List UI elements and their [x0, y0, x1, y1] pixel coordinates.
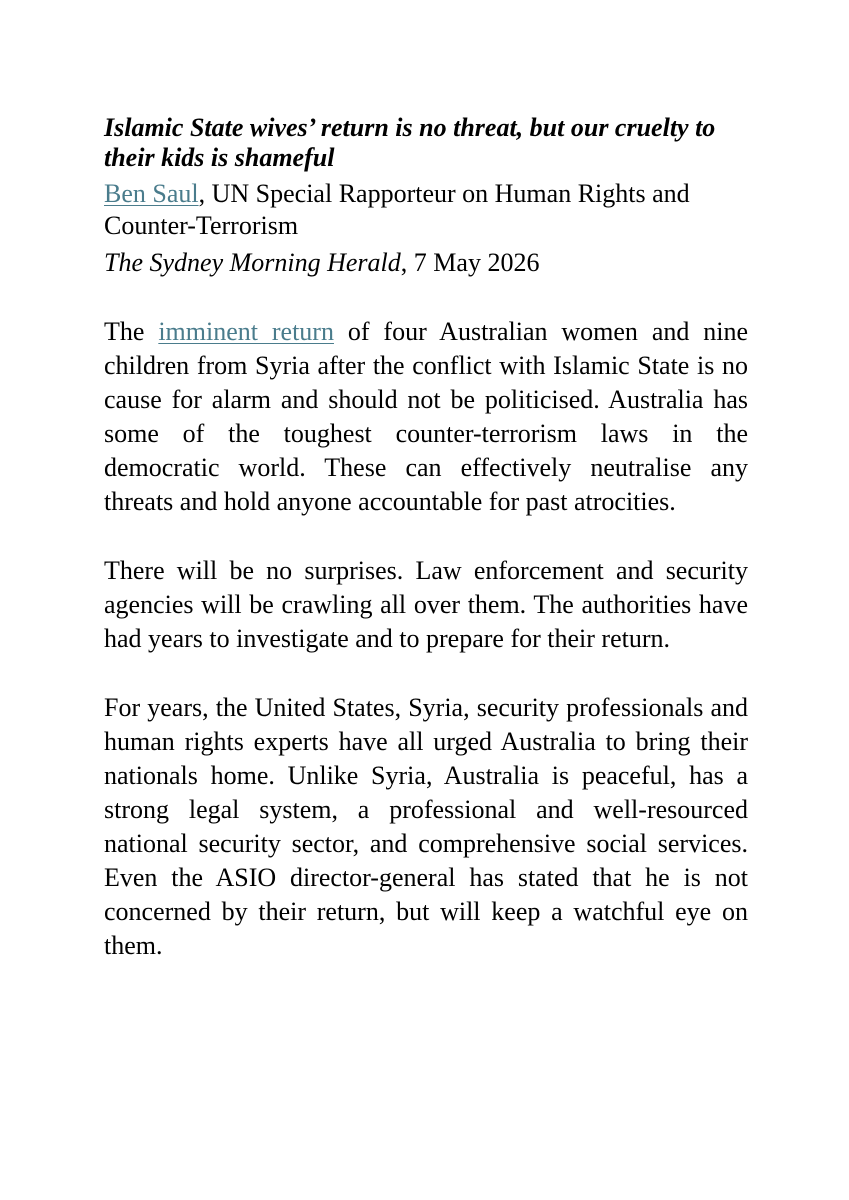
byline: [104, 178, 748, 242]
paragraph-1-lead: The: [104, 317, 159, 346]
paragraph-3: For years, the United States, Syria, security professionals and human rights experts have all urged Australia to bring their nationals home. Unlike Syria, Australia is peaceful, has a strong legal system, a professional and well-resourced national security sector, and comprehensive social services. Even the ASIO director-general has stated that he is not concerned by their return, but will keep a watchful eye on them.: [104, 693, 748, 960]
article-headline: Islamic State wives’ return is no threat, but our cruelty to their kids is shameful: [104, 113, 716, 172]
publication-date: , 7 May 2026: [400, 248, 540, 277]
publication-name: The Sydney Morning Herald: [104, 248, 401, 277]
article: [104, 113, 748, 998]
author-link[interactable]: Ben Saul: [104, 179, 199, 208]
paragraph-1: [104, 315, 748, 519]
paragraph-2: There will be no surprises. Law enforcement and security agencies will be crawling all over them. The authorities have had years to investigate and to prepare for their return.: [104, 556, 748, 653]
paragraph-1-rest: of four Australian women and nine children from Syria after the conflict with Islamic State is no cause for alarm and should not be politicised. Australia has some of the toughest counter-terrorism laws in the democratic world. These can effectively neutralise any threats and hold anyone accountable for past atrocities.: [104, 317, 749, 516]
imminent-return-link[interactable]: imminent return: [158, 317, 334, 346]
publication-line: [104, 247, 748, 279]
author-role: , UN Special Rapporteur on Human Rights and Counter-Terrorism: [104, 179, 690, 240]
